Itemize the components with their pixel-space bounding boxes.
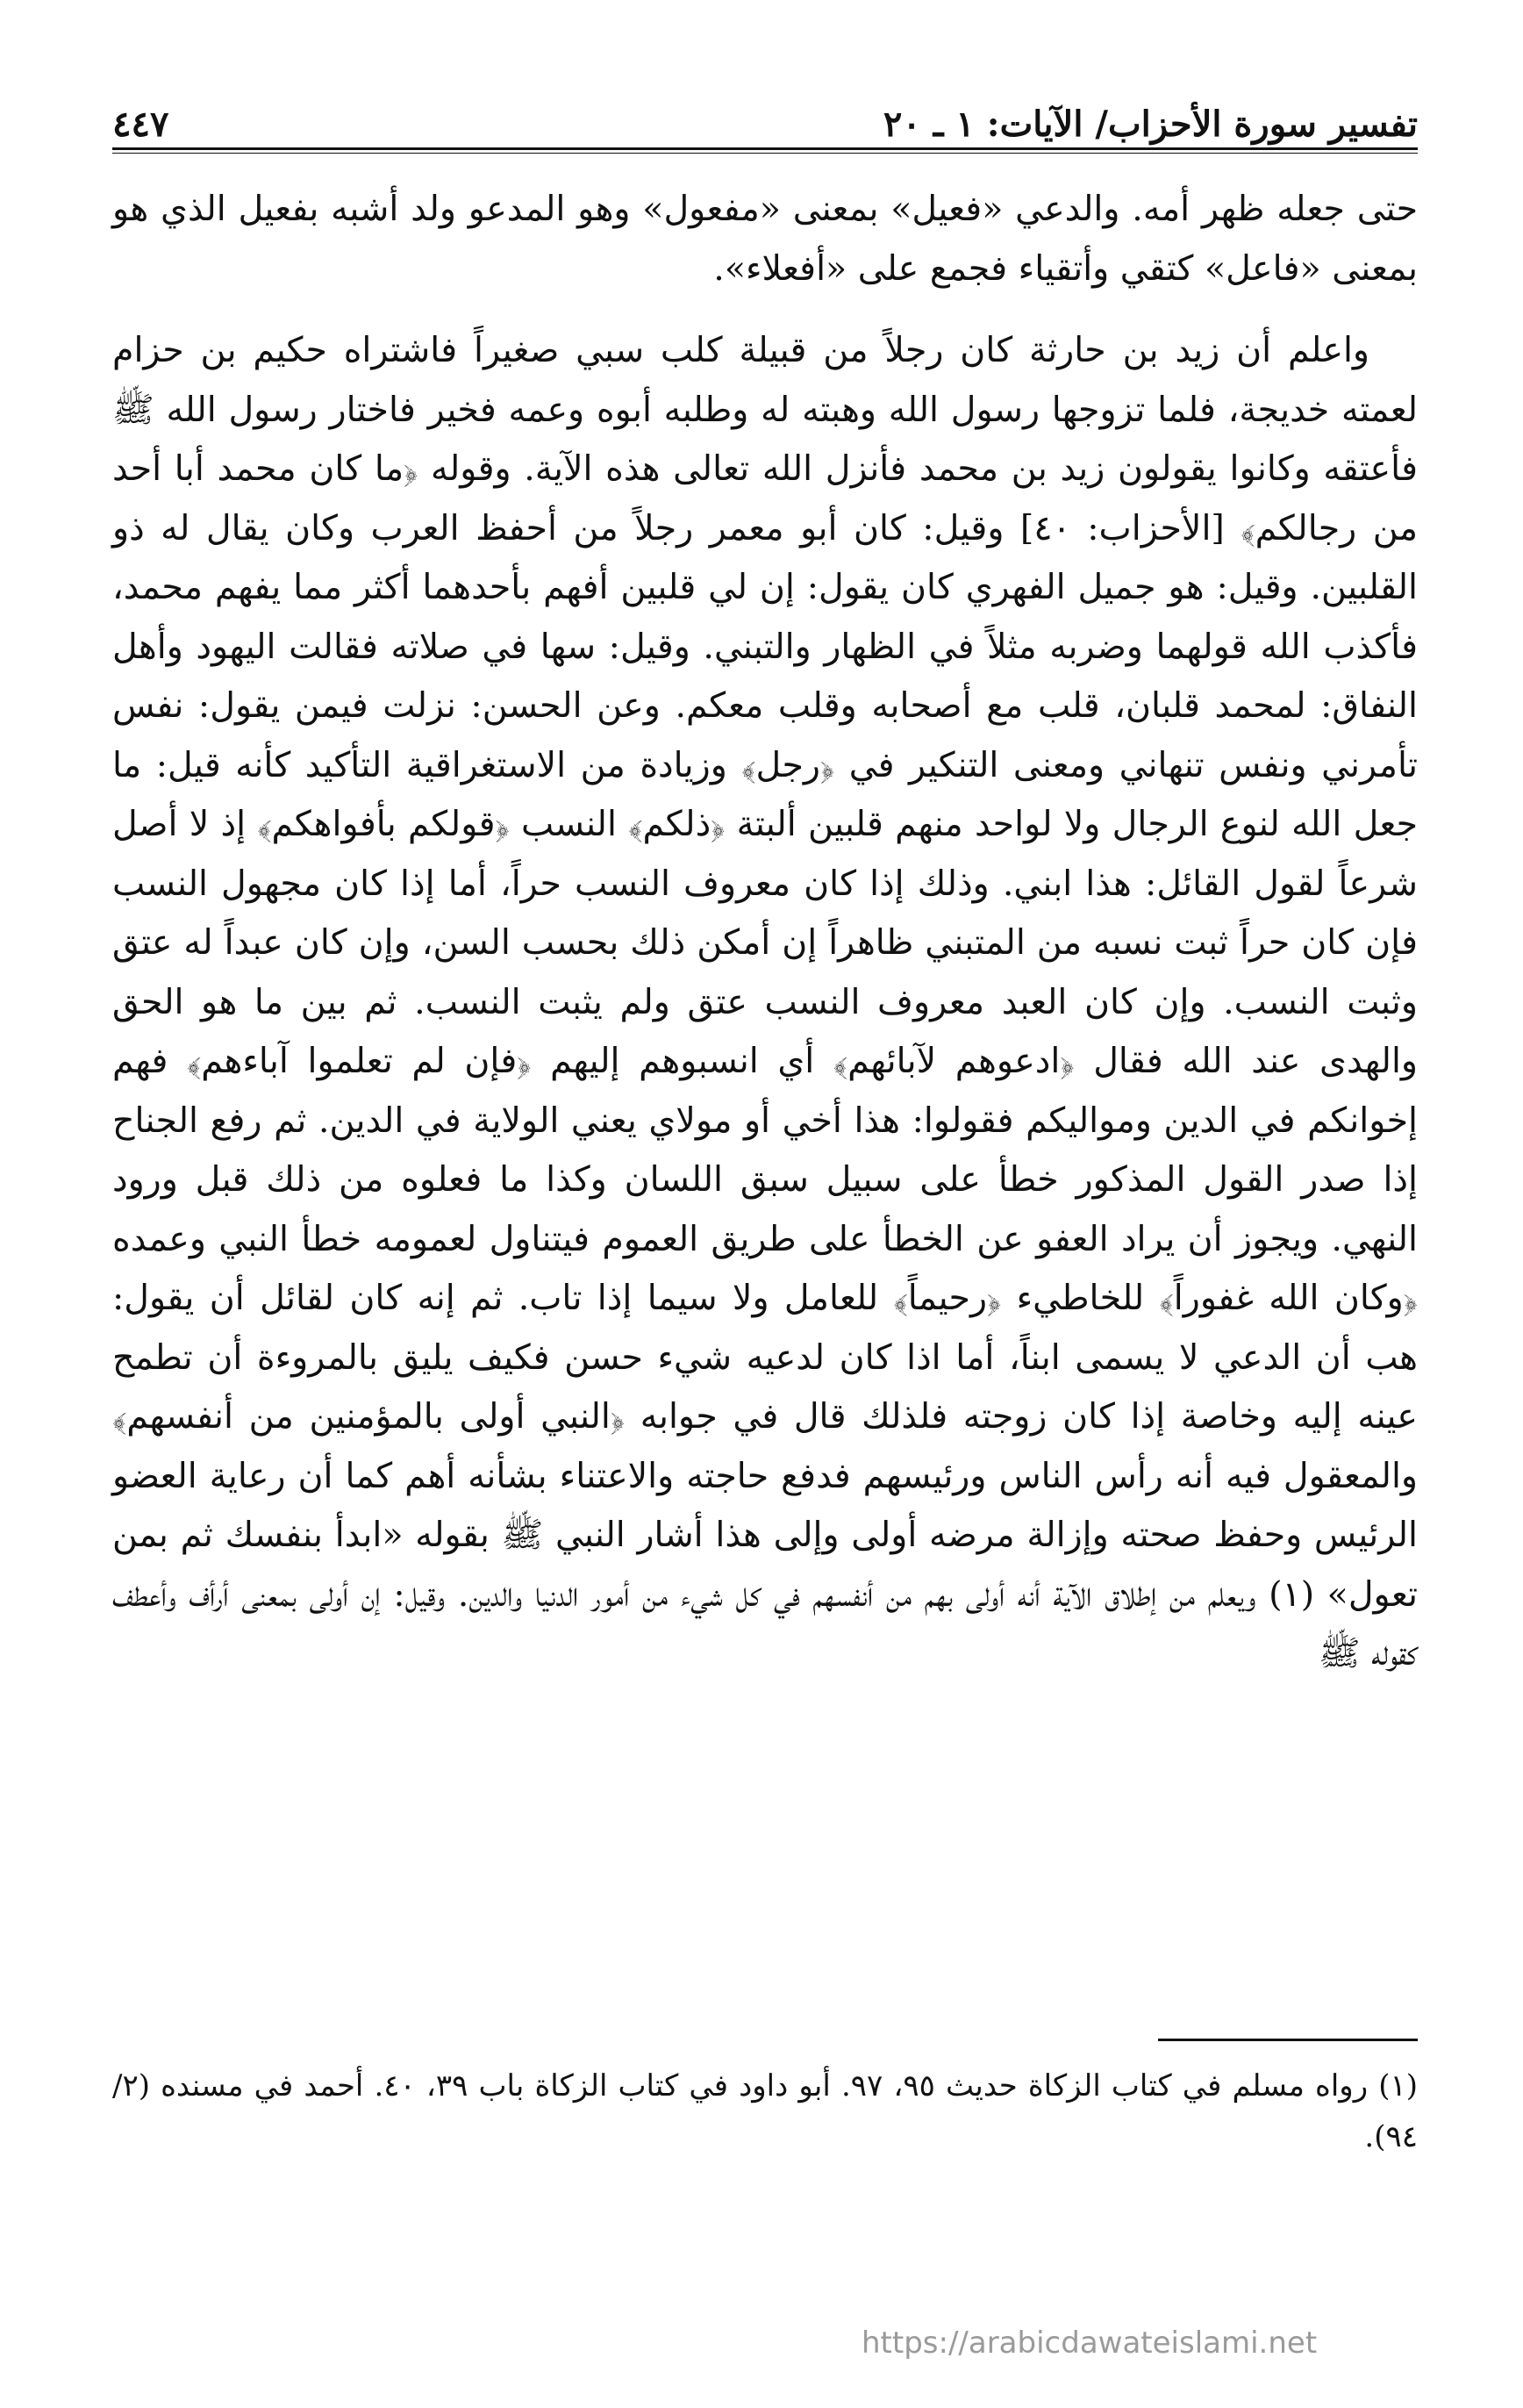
paragraph-gap <box>112 298 1418 321</box>
watermark-url: https://arabicdawateislami.net <box>862 2326 1318 2361</box>
paragraph-1: حتى جعله ظهر أمه. والدعي «فعيل» بمعنى «مفعول» وهو المدعو ولد أشبه بفعيل الذي هو بمعنى «فاعل» كتقي وأتقياء فجمع على «أفعلاء». <box>112 189 1418 289</box>
page-number: ٤٤٧ <box>112 104 169 145</box>
footnote-text: (١) رواه مسلم في كتاب الزكاة حديث ٩٥، ٩٧. أبو داود في كتاب الزكاة باب ٣٩، ٤٠. أحمد في مسنده (٢/ ٩٤). <box>112 2068 1419 2154</box>
page-header <box>112 81 1418 145</box>
footnote <box>112 2060 1418 2162</box>
running-title: تفسير سورة الأحزاب/ الآيات: ١ ـ ٢٠ <box>883 104 1418 145</box>
paragraph-2: واعلم أن زيد بن حارثة كان رجلاً من قبيلة كلب سبي صغيراً فاشتراه حكيم بن حزام لعمته خديجة، فلما تزوجها رسول الله وهبته له وطلبه أبوه وعمه فخير فاختار رسول الله ﷺ فأعتقه وكانوا يقولون زيد بن محمد فأنزل الله تعالى هذه الآية. وقوله ﴿ما كان محمد أبا أحد من رجالكم﴾ [الأحزاب: ٤٠] وقيل: كان أبو معمر رجلاً من أحفظ العرب وكان يقال له ذو القلبين. وقيل: هو جميل الفهري كان يقول: إن لي قلبين أفهم بأحدهما أكثر مما يفهم محمد، فأكذب الله قولهما وضربه مثلاً في الظهار والتبني. وقيل: سها في صلاته فقالت اليهود وأهل النفاق: لمحمد قلبان، قلب مع أصحابه وقلب معكم. وعن الحسن: نزلت فيمن يقول: نفس تأمرني ونفس تنهاني ومعنى التنكير في ﴿رجل﴾ وزيادة من الاستغراقية التأكيد كأنه قيل: ما جعل الله لنوع الرجال ولا لواحد منهم قلبين ألبتة ﴿ذلكم﴾ النسب ﴿قولكم بأفواهكم﴾ إذ لا أصل شرعاً لقول القائل: هذا ابني. وذلك إذا كان معروف النسب حراً، أما إذا كان مجهول النسب فإن كان حراً ثبت نسبه من المتبني ظاهراً إن أمكن ذلك بحسب السن، وإن كان عبداً له عتق وثبت النسب. وإن كان العبد معروف النسب عتق ولم يثبت النسب. ثم بين ما هو الحق والهدى عند الله فقال ﴿ادعوهم لآبائهم﴾ أي انسبوهم إليهم ﴿فإن لم تعلموا آباءهم﴾ فهم إخوانكم في الدين ومواليكم فقولوا: هذا أخي أو مولاي يعني الولاية في الدين. ثم رفع الجناح إذا صدر القول المذكور خطأ على سبيل سبق اللسان وكذا ما فعلوه من ذلك قبل ورود النهي. ويجوز أن يراد العفو عن الخطأ على طريق العموم فيتناول لعمومه خطأ النبي وعمده ﴿وكان الله غفوراً﴾ للخاطيء ﴿رحيماً﴾ للعامل ولا سيما إذا تاب. ثم إنه كان لقائل أن يقول: هب أن الدعي لا يسمى ابناً، أما اذا كان لدعيه شيء حسن فكيف يليق بالمروءة أن تطمح عينه إليه وخاصة إذا كان زوجته فلذلك قال في جوابه ﴿النبي أولى بالمؤمنين من أنفسهم﴾ والمعقول فيه أنه رأس الناس ورئيسهم فدفع حاجته والاعتناء بشأنه أهم كما أن رعاية العضو الرئيس وحفظ صحته وإزالة مرضه أولى وإلى هذا أشار النبي ﷺ بقوله «ابدأ بنفسك ثم بمن تعول» (١) ويعلم من إطلاق الآية أنه أولى بهم من أنفسهم في كل شيء من أمور الدنيا والدين. وقيل: إن أولى بمعنى أرأف وأعطف كقوله ﷺ <box>112 330 1418 1673</box>
footnote-rule <box>1158 2039 1418 2041</box>
body-text <box>112 180 1418 1684</box>
header-rule <box>112 147 1418 154</box>
